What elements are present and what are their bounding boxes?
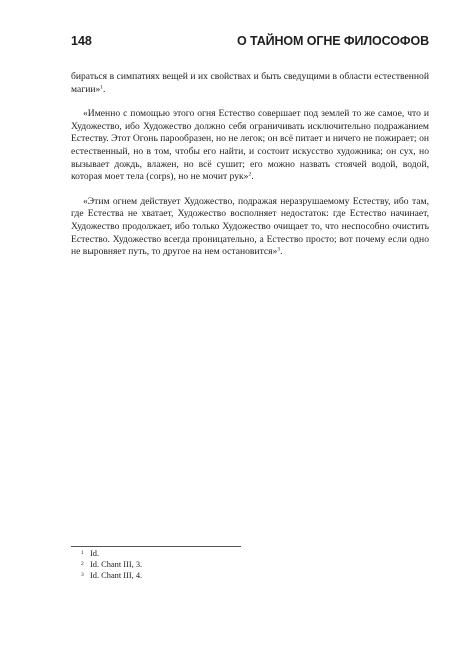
paragraph-text: бираться в симпатиях вещей и их свойствах и быть сведущими в области естественной магии»	[71, 71, 429, 95]
footnote-text: Id.	[90, 549, 100, 558]
footnote	[71, 571, 429, 582]
footnote-ref[interactable]: 1	[100, 84, 104, 91]
footnote	[71, 549, 429, 560]
page-number: 148	[71, 34, 92, 48]
footnote-ref[interactable]: 3	[277, 246, 281, 253]
running-head: О ТАЙНОМ ОГНЕ ФИЛОСОФОВ	[236, 34, 429, 48]
footnote-text: Id. Chant III, 4.	[90, 570, 143, 580]
footnote-text: Id. Chant III, 3.	[90, 559, 143, 569]
footnote-number: 1	[81, 550, 84, 556]
paragraph: бираться в симпатиях вещей и их свойствах и быть сведущими в области естественной магии»$^1$.	[71, 71, 429, 95]
body-text	[71, 71, 429, 259]
footnote-number: 3	[81, 571, 84, 578]
paragraph: «Этим огнем действует Художество, подражая неразрушаемому Естеству, ибо там, где Естества не хватает, Художество восполняет недостаток: где Естество начинает, Художество продолжает, ибо только Художество очищает то, что неспособно очистить Естество. Художество всегда проницательно, а Естество просто; вот почему если одно не выровняет путь, то другое на нем остановится»$^3$.	[71, 195, 429, 258]
paragraph-text: «Именно с помощью этого огня Естество совершает под землей то же самое, что и Художество, ибо Художество должно себя ограничивать исключительно подражанием Естеству. Этот Огонь парообразен, но не легок; он всё питает и ничего не пожирает; он естественный, но в том, чтобы его найти, и состоит искусство художника; он сух, но вызывает дождь, влажен, но всё сушит; его можно назвать стоячей водой, водой, которая моет тела (corps), но не мочит рук»	[71, 108, 429, 183]
page-header	[71, 33, 429, 49]
footnote-number: 2	[81, 560, 84, 567]
paragraph-text: «Этим огнем действует Художество, подражая неразрушаемому Естеству, ибо там, где Естества не хватает, Художество восполняет недостаток: где Естество начинает, Художество продолжает, ибо только Художество очищает то, что неспособно очистить Естество. Художество всегда проницательно, а Естество просто; вот почему если одно не выровняет путь, то другое на нем остановится»	[71, 195, 429, 258]
paragraph: «Именно с помощью этого огня Естество совершает под землей то же самое, что и Художество, ибо Художество должно себя ограничивать исключительно подражанием Естеству. Этот Огонь парообразен, но не легок; он всё питает и ничего не пожирает; он естественный, но в том, чтобы его найти, и состоит искусство художника; он сух, но вызывает дождь, влажен, но всё сушит; его можно назвать стоячей водой, водой, которая моет тела (corps), но не мочит рук»$^2$.	[71, 108, 429, 183]
footnote-ref[interactable]: 2	[248, 171, 252, 178]
footnotes	[71, 549, 429, 581]
footnote	[71, 560, 429, 571]
footnote-divider	[71, 546, 241, 547]
